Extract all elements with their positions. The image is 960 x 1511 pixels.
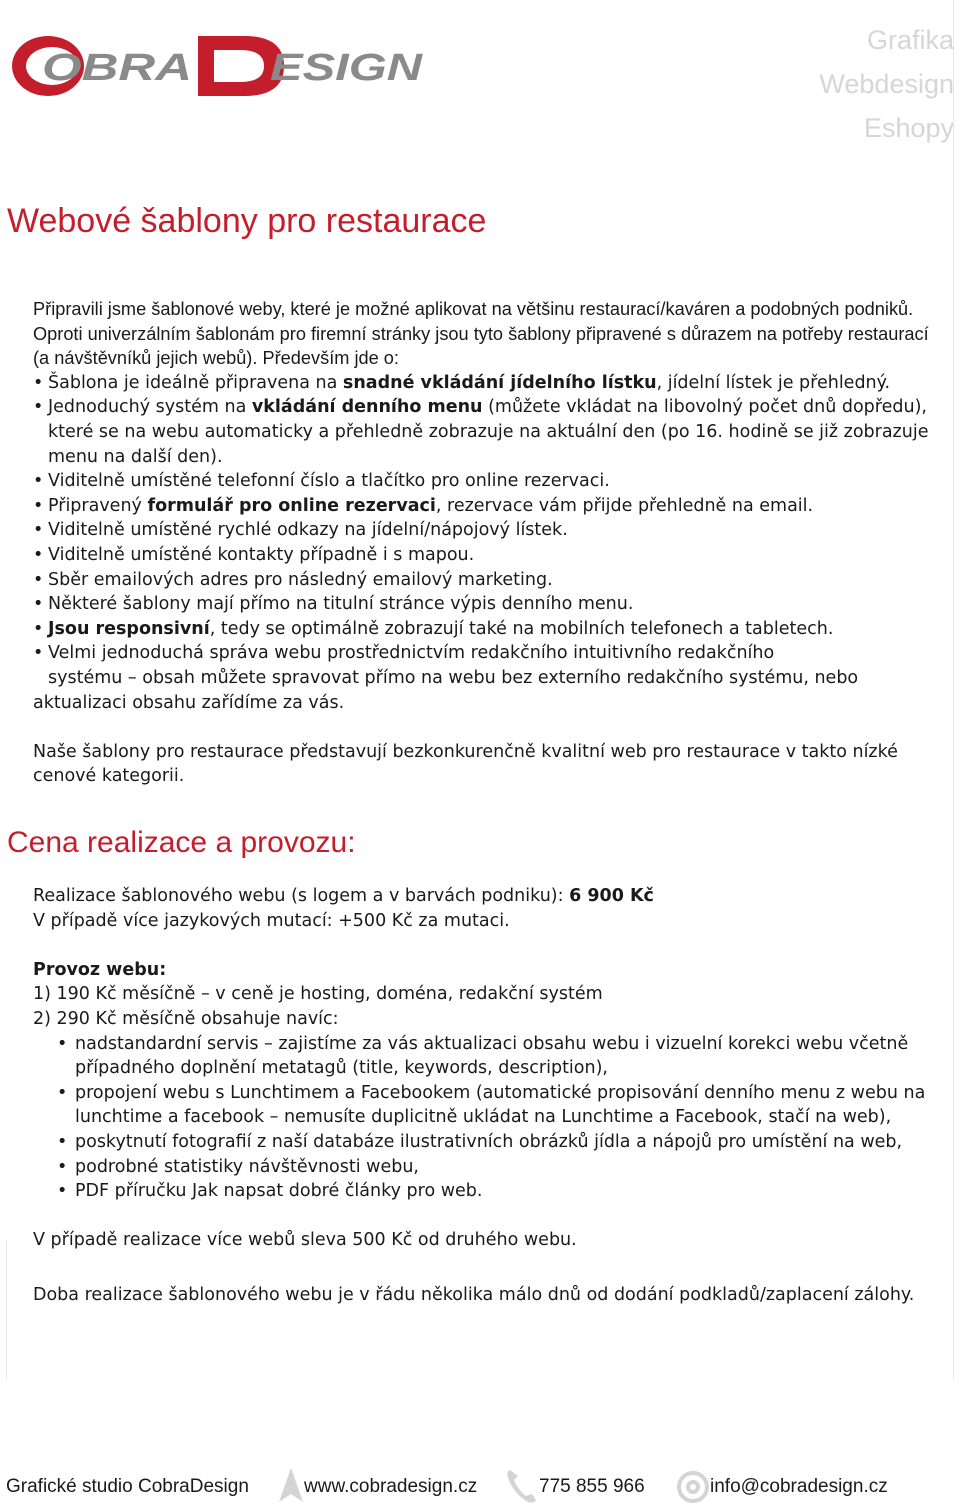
closing-paragraph: Naše šablony pro restaurace představují bezkonkurenčně kvalitní web pro restaurace v takto nízké cenové kategorii. <box>33 741 898 787</box>
realization-price: 6 900 Kč <box>569 886 654 906</box>
duration-line: Doba realizace šablonového webu je v řádu několika málo dnů od dodání podkladů/zaplacení zálohy. <box>33 1284 915 1305</box>
extra-item: • podrobné statistiky návštěvnosti webu, <box>33 1155 938 1180</box>
language-price-line: V případě více jazykových mutací: +500 Kč za mutaci. <box>33 910 510 931</box>
discount-line: V případě realizace více webů sleva 500 Kč od druhého webu. <box>33 1230 577 1251</box>
feature-item: • Viditelně umístěné kontakty případně i s mapou. <box>33 543 938 568</box>
at-sign-icon <box>676 1466 710 1506</box>
footer-studio: Grafické studio CobraDesign <box>6 1476 249 1497</box>
footer-email[interactable]: info@cobradesign.cz <box>710 1476 888 1497</box>
operation-option-2: 2) 290 Kč měsíčně obsahuje navíc: <box>33 1008 339 1029</box>
feature-item: • Sběr emailových adres pro následný emailový marketing. <box>33 568 938 593</box>
feature-item: • Viditelně umístěné telefonní číslo a tlačítko pro online rezervaci. <box>33 469 938 494</box>
footer-website[interactable]: www.cobradesign.cz <box>304 1476 478 1497</box>
tagline-eshopy: Eshopy <box>863 113 954 143</box>
right-divider <box>953 0 954 1380</box>
left-divider <box>6 1240 7 1380</box>
extra-item: • nadstandardní servis – zajistíme za vás aktualizaci obsahu webu i vizuelní korekci webu včetně případného doplnění metatagů (title, keywords, description), <box>33 1032 938 1081</box>
feature-item: • Viditelně umístěné rychlé odkazy na jídelní/nápojový lístek. <box>33 518 938 543</box>
cobradesign-logo <box>8 28 428 104</box>
extra-item: • poskytnutí fotografií z naší databáze ilustrativních obrázků jídla a nápojů pro umístění na web, <box>33 1130 938 1155</box>
feature-item: • Šablona je ideálně připravena na snadné vkládání jídelního lístku, jídelní lístek je přehledný. <box>33 371 938 396</box>
footer-phone[interactable]: 775 855 966 <box>539 1476 645 1497</box>
phone-icon <box>504 1466 538 1506</box>
page-title: Webové šablony pro restaurace <box>7 202 487 240</box>
feature-item-continuation: systému – obsah můžete spravovat přímo na webu bez externího redakčního systému, nebo <box>48 667 859 688</box>
realization-price-line: Realizace šablonového webu (s logem a v barvách podniku): 6 900 Kč <box>33 886 654 906</box>
pricing-heading: Cena realizace a provozu: <box>7 826 356 859</box>
feature-item: • Některé šablony mají přímo na titulní stránce výpis denního menu. <box>33 592 938 617</box>
footer <box>6 1466 956 1506</box>
logo-text-left: OBRA <box>42 47 192 89</box>
intro-section <box>33 297 938 789</box>
operation-option-1: 1) 190 Kč měsíčně – v ceně je hosting, doména, redakční systém <box>33 984 603 1005</box>
cursor-icon <box>276 1466 306 1506</box>
logo-text-right: ESIGN <box>270 47 425 89</box>
feature-item: • Jednoduchý systém na vkládání denního menu (můžete vkládat na libovolný počet dnů dopředu), které se na webu automaticky a přehledně zobrazuje na aktuální den (po 16. hodině se již zobrazuje menu na další den). <box>33 395 938 469</box>
feature-item-continuation: aktualizaci obsahu zařídíme za vás. <box>33 692 345 713</box>
tagline-webdesign: Webdesign <box>819 69 954 99</box>
feature-item: • Připravený formulář pro online rezervaci, rezervace vám přijde přehledně na email. <box>33 494 938 519</box>
extra-item: • PDF příručku Jak napsat dobré články pro web. <box>33 1179 938 1204</box>
tagline-grafika: Grafika <box>866 25 954 55</box>
extra-item: • propojení webu s Lunchtimem a Facebookem (automatické propisování denního menu z webu na lunchtime a facebook – nemusíte duplicitně ukládat na Lunchtime a Facebook, stačí na web), <box>33 1081 938 1130</box>
operation-heading: Provoz webu: <box>33 959 167 980</box>
tagline <box>819 18 954 150</box>
feature-item: • Velmi jednoduchá správa webu prostřednictvím redakčního intuitivního redakčního <box>33 641 938 666</box>
pricing-section <box>33 884 938 1308</box>
intro-paragraph: Připravili jsme šablonové weby, které je možné aplikovat na většinu restaurací/kaváren a podobných podniků. Oproti univerzálním šablonám pro firemní stránky jsou tyto šablony připravené s důrazem na potřeby restaurací (a návštěvníků jejich webů). Především jde o: <box>33 299 929 369</box>
feature-item: • Jsou responsivní, tedy se optimálně zobrazují také na mobilních telefonech a tabletech. <box>33 617 938 642</box>
